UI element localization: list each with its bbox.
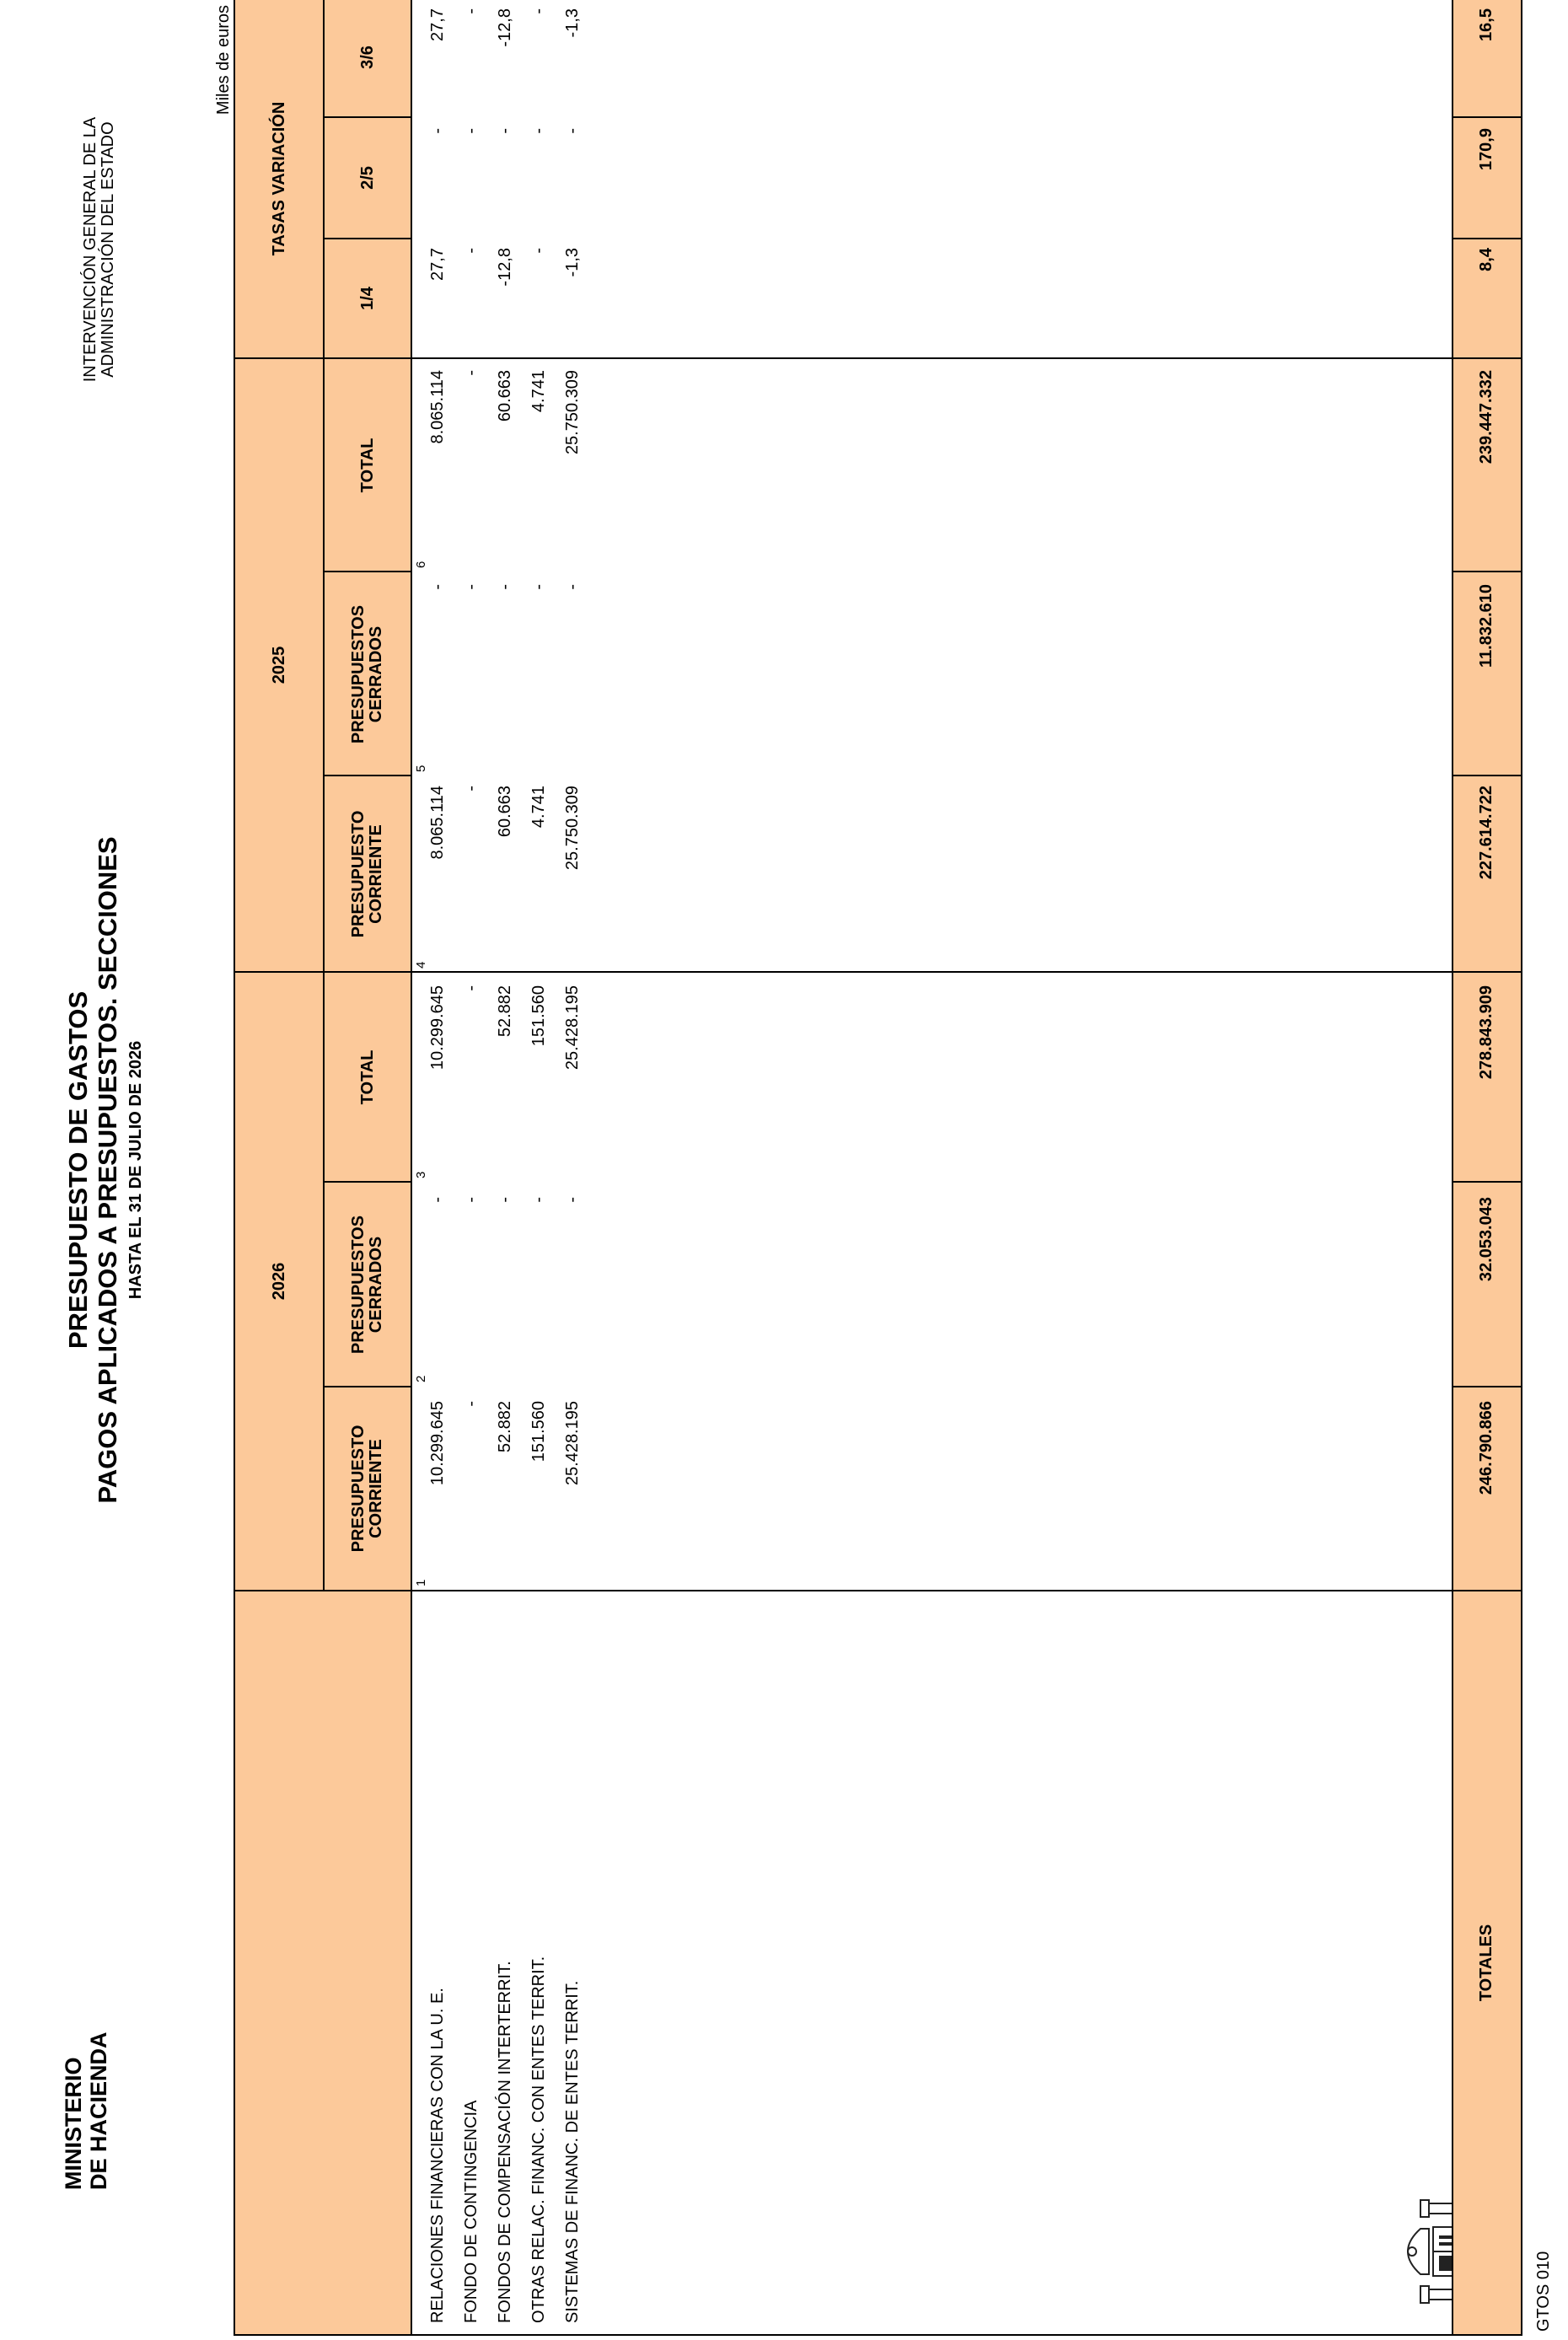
agency-line-2: ADMINISTRACIÓN DEL ESTADO [99,121,117,378]
table-cell: - [462,1197,481,1203]
units-label: Miles de euros [214,5,233,115]
table-cell: 27,7 [428,8,447,41]
ministry-line-2: DE HACIENDA [86,2031,111,2190]
table-cell: - [496,128,514,134]
report-period: HASTA EL 31 DE JULIO DE 2026 [126,1040,145,1300]
table-cell: - [462,786,481,792]
table-cell: 8.065.114 [428,370,447,444]
table-cell: -12,8 [496,8,514,47]
report-subtitle: PAGOS APLICADOS A PRESUPUESTOS. SECCIONES [93,836,122,1504]
agency-name [82,39,117,460]
total-cell: 11.832.610 [1477,584,1496,668]
table-cell: 4.741 [529,370,548,413]
table-cell: 25.750.309 [563,786,582,871]
total-cell: 246.790.866 [1477,1401,1496,1495]
table-cell: 52.882 [496,985,514,1038]
total-cell: 16,5 [1477,8,1496,41]
group-header-2026: 2026 [269,1262,288,1301]
row-label: OTRAS RELAC. FINANC. CON ENTES TERRIT. [529,1956,548,2323]
row-label: FONDOS DE COMPENSACIÓN INTERTERRIT. [496,1961,514,2323]
table-cell: 8.065.114 [428,786,447,860]
col-number-5: 5 [414,765,428,772]
table-cell: - [529,8,548,14]
total-cell: 8,4 [1477,248,1496,271]
report-title: PRESUPUESTO DE GASTOS [63,990,93,1350]
col-header-2: PRESUPUESTOS CERRADOS [349,1215,385,1355]
table-cell: - [462,128,481,134]
table-cell: - [529,1197,548,1203]
table-cell: 60.663 [496,786,514,838]
table-cell: -12,8 [496,248,514,287]
col-header-6: TOTAL [357,437,377,493]
table-cell: - [462,370,481,376]
col-header-8: 2/5 [357,166,377,190]
footer-code: GTOS 010 [1534,2251,1553,2332]
table-cell: - [428,584,447,590]
table-cell: - [563,1197,582,1203]
total-cell: 32.053.043 [1477,1197,1496,1282]
col-number-2: 2 [414,1375,428,1382]
table-cell: -1,3 [563,8,582,38]
table-cell: - [496,1197,514,1203]
col-header-9: 3/6 [357,46,377,69]
col-number-6: 6 [414,561,428,568]
total-cell: 227.614.722 [1477,786,1496,880]
table-cell: 25.750.309 [563,370,582,455]
col-header-4: PRESUPUESTO CORRIENTE [349,810,385,938]
total-cell: 278.843.909 [1477,985,1496,1080]
col-number-3: 3 [414,1171,428,1178]
table-cell: 4.741 [529,786,548,829]
table-cell: 27,7 [428,248,447,281]
row-label: FONDO DE CONTINGENCIA [462,2100,481,2323]
table-cell: 60.663 [496,370,514,422]
table-cell: 10.299.645 [428,1401,447,1486]
group-header-2025: 2025 [269,646,288,684]
row-label: SISTEMAS DE FINANC. DE ENTES TERRIT. [563,1980,582,2323]
table-cell: - [462,248,481,254]
table-cell: - [496,584,514,590]
row-label: RELACIONES FINANCIERAS CON LA U. E. [428,1988,447,2323]
table-cell: 151.560 [529,985,548,1047]
table-cell: - [563,128,582,134]
table-cell: 25.428.195 [563,1401,582,1486]
table-cell: - [529,248,548,254]
total-cell: 170,9 [1477,128,1496,171]
group-header-tasas: TASAS VARIACIÓN [269,101,288,256]
table-cell: - [428,1197,447,1203]
col-number-4: 4 [414,961,428,969]
table-cell: - [529,128,548,134]
table-cell: - [462,985,481,991]
col-number-1: 1 [414,1579,428,1586]
table-cell: -1,3 [563,248,582,277]
table-cell: - [563,584,582,590]
table-cell: 25.428.195 [563,985,582,1071]
table-cell: 151.560 [529,1401,548,1462]
totals-label: TOTALES [1477,1924,1496,2002]
col-header-7: 1/4 [357,287,377,310]
table-cell: - [428,128,447,134]
total-cell: 239.447.332 [1477,370,1496,464]
table-cell: - [529,584,548,590]
table-cell: 10.299.645 [428,985,447,1071]
ministry-line-1: MINISTERIO [61,2057,86,2190]
table-cell: 52.882 [496,1401,514,1453]
table-cell: - [462,584,481,590]
table-cell: - [462,8,481,14]
col-header-1: PRESUPUESTO CORRIENTE [349,1425,385,1553]
table-cell: - [462,1401,481,1407]
agency-line-1: INTERVENCIÓN GENERAL DE LA [81,116,99,383]
col-header-3: TOTAL [357,1049,377,1105]
col-header-5: PRESUPUESTOS CERRADOS [349,604,385,744]
